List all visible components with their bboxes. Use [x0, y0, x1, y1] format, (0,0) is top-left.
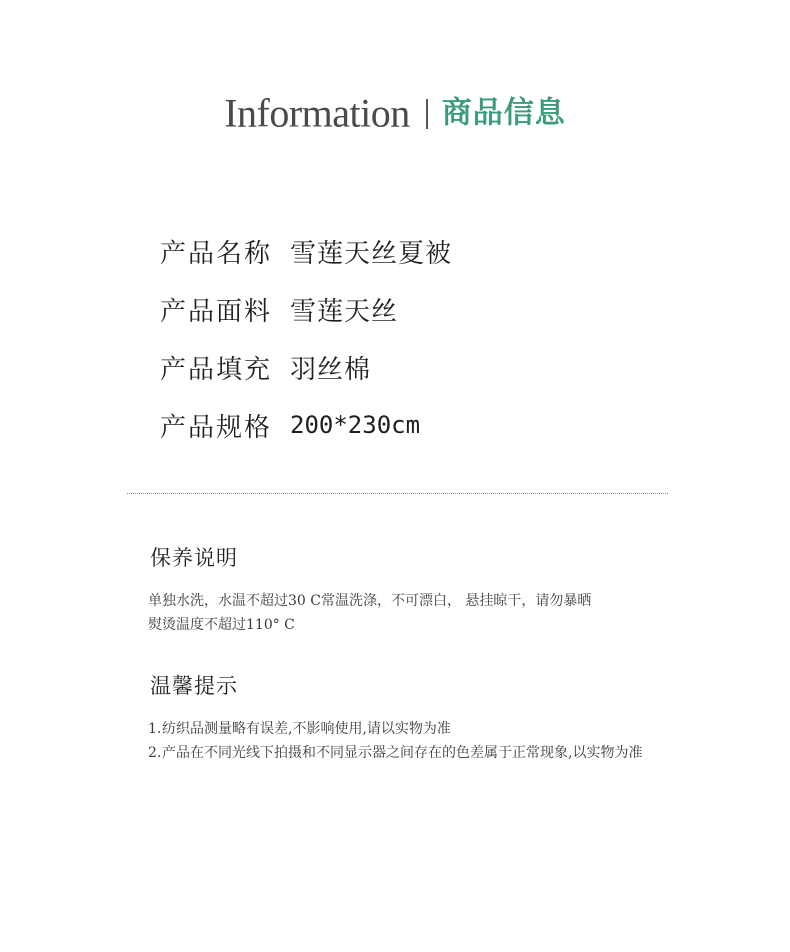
tips-section-title: 温馨提示 — [150, 674, 238, 698]
header-divider — [426, 99, 428, 129]
info-label: 产品名称 — [160, 238, 273, 269]
info-value: 羽丝棉 — [290, 354, 372, 385]
info-row-fabric — [160, 280, 680, 338]
info-label: 产品填充 — [160, 354, 273, 385]
info-value: 雪莲天丝 — [290, 296, 399, 327]
page-header — [0, 88, 790, 139]
care-instructions — [148, 589, 668, 637]
care-line: 单独水洗，水温不超过30 C常温洗涤，不可漂白， 悬挂晾干，请勿暴晒 — [148, 593, 592, 609]
info-value: 200*230cm — [290, 411, 421, 439]
info-label: 产品规格 — [160, 412, 273, 443]
list-item-text: 纺织品测量略有误差,不影响使用,请以实物为准 — [162, 721, 451, 737]
info-label: 产品面料 — [160, 296, 273, 327]
dotted-divider — [127, 493, 668, 494]
care-section-title: 保养说明 — [150, 546, 238, 570]
list-item — [148, 741, 668, 765]
product-info-table — [160, 222, 680, 454]
info-row-filling — [160, 338, 680, 396]
list-item — [148, 717, 668, 741]
list-item-number: 2. — [148, 745, 162, 761]
care-line: 熨烫温度不超过110° C — [148, 617, 295, 633]
info-value: 雪莲天丝夏被 — [290, 238, 453, 269]
list-item-text: 产品在不同光线下拍摄和不同显示器之间存在的色差属于正常现象,以实物为准 — [162, 745, 643, 761]
info-row-size — [160, 396, 680, 454]
tips-list — [148, 717, 668, 765]
header-title-cn: 商品信息 — [441, 95, 566, 131]
list-item-number: 1. — [148, 721, 162, 737]
info-row-name — [160, 222, 680, 280]
header-title-en: Information — [224, 90, 410, 136]
